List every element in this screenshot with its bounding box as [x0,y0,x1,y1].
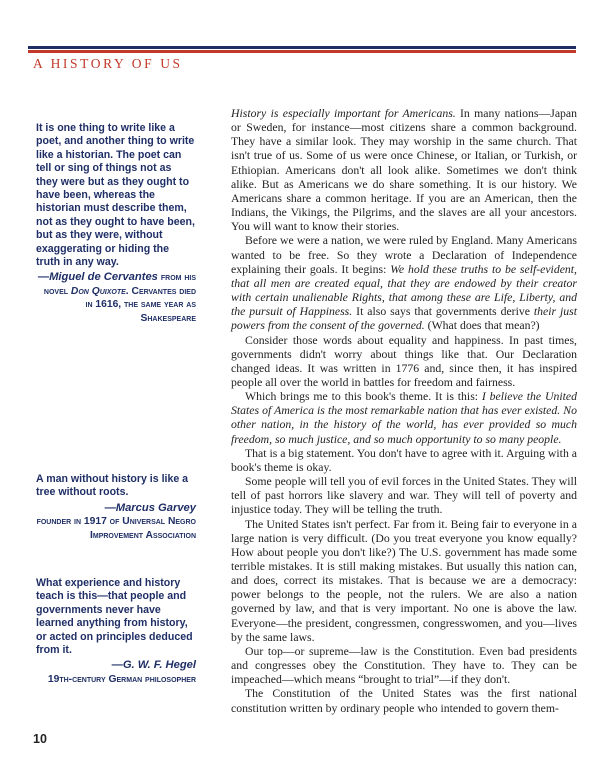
sidebar-quote-garvey [36,473,196,542]
declaration-quote: their just powers from the consent of the governed. [231,305,578,333]
quote-attribution [36,659,196,686]
quote-work-title: Don Quixote [70,285,126,297]
body-paragraph: Which brings me to this book's theme. It is this: I believe the United States of America is the most remarkable nation that has ever existed. No other nation, in the history of the world, has ever provided so much freedom, so much justice, and so much opportunity to so many people. [231,390,577,446]
declaration-quote: We hold these truths to be self-evident, that all men are created equal, that they are endowed by their creator with certain unalienable Rights, that among these are Life, Liberty, and the pursuit of Happiness. [231,262,577,319]
quote-text: A man without history is like a tree without roots. [36,473,189,499]
body-paragraph: History is especially important for Americans. In many nations—Japan or Sweden, for instance—most citizens share a common background. They have a similar look. They may worship in the same church. That isn't true of us. Some of us were once Chinese, or Italian, or Turkish, or Ethiopian. Americans don't all look alike. Sometimes we don't think alike. But as Americans we do share something. It is our history. We Americans share a common heritage. If you are an American, then the Indians, the Vikings, the Pilgrims, and the slaves are all your ancestors. You will want to know their stories. [231,107,577,234]
quote-text: It is one thing to write like a poet, and another thing to write like a historian. The poet can tell or sing of things not as they were but as they ought to have been, whereas the historian must describe them, not as they ought to have been, but as they were, without exaggerating or hiding the truth in any way. [36,122,195,269]
body-paragraph: The Constitution of the United States was the first national constitution written by ordinary people who intended to govern them- [231,687,577,715]
series-title: A HISTORY OF US [33,56,183,71]
header-rule-navy [28,46,576,49]
body-paragraph: Consider those words about equality and happiness. In past times, governments didn't worry about things like that. Our Declaration changed ideas. It was written in 1776 and, since then, it has inspired people all over the world in battles for freedom and fairness. [231,333,577,389]
body-paragraph: Our top—or supreme—law is the Constitution. Even bad presidents and congresses obey the Constitution. They have to. They can be impeached—which means “brought to trial”—if they don't. [231,644,577,687]
quote-source: founder in 1917 of Universal Negro Improvement Association [36,516,196,541]
quote-attribution [36,271,196,325]
sidebar-quote-hegel [36,577,196,686]
page-number: 10 [33,732,47,746]
quote-author: —G. W. F. Hegel [111,659,196,672]
quote-source: from his novel Don Quixote. Cervantes died in 1616, the same year as Shakespeare [43,272,196,324]
body-paragraph: That is a big statement. You don't have to agree with it. Arguing with a book's theme is okay. [231,446,577,474]
quote-author: —Miguel de Cervantes [37,271,158,284]
quote-author: —Marcus Garvey [104,501,196,514]
quote-text: What experience and history teach is this—that people and governments never have learned anything from history, or acted on principles deduced from it. [36,577,193,657]
book-theme: I believe the United States of America is the most remarkable nation that has ever existed. No other nation, in the history of the world, has ever provided so much freedom, so much justice, and so much opportunity to so many people. [231,390,577,446]
sidebar-quote-cervantes [36,122,196,325]
lead-sentence: History is especially important for Americans. [231,107,456,120]
main-text-column [231,107,577,716]
body-paragraph: The United States isn't perfect. Far from it. Being fair to everyone in a large nation is very difficult. (Do you treat everyone you know equally? How about people you don't like?) The U.S. government has made some terrible mistakes. It is still making mistakes. But usually this nation can, and does, correct its mistakes. That is because we are a democracy: power belongs to the people, not the rulers. We are also a nation governed by law, and that is very important. No one is above the law. Everyone—the president, congressmen, congresswomen, and you—lives by the same laws. [231,517,577,644]
header-rule-red [28,50,576,53]
quote-source: 19th-century German philosopher [47,673,196,685]
body-paragraph: Some people will tell you of evil forces in the United States. They will tell of past horrors like slavery and war. They will tell of poverty and injustice today. They will be telling the truth. [231,475,577,517]
body-paragraph: Before we were a nation, we were ruled by England. Many Americans wanted to be free. So they wrote a Declaration of Independence explaining their goals. It begins: We hold these truths to be self-evident, that all men are created equal, that they are endowed by their creator with certain unalienable Rights, that among these are Life, Liberty, and the pursuit of Happiness. It also says that governments derive their just powers from the consent of the governed. (What does that mean?) [231,234,578,333]
quote-attribution [36,502,196,542]
